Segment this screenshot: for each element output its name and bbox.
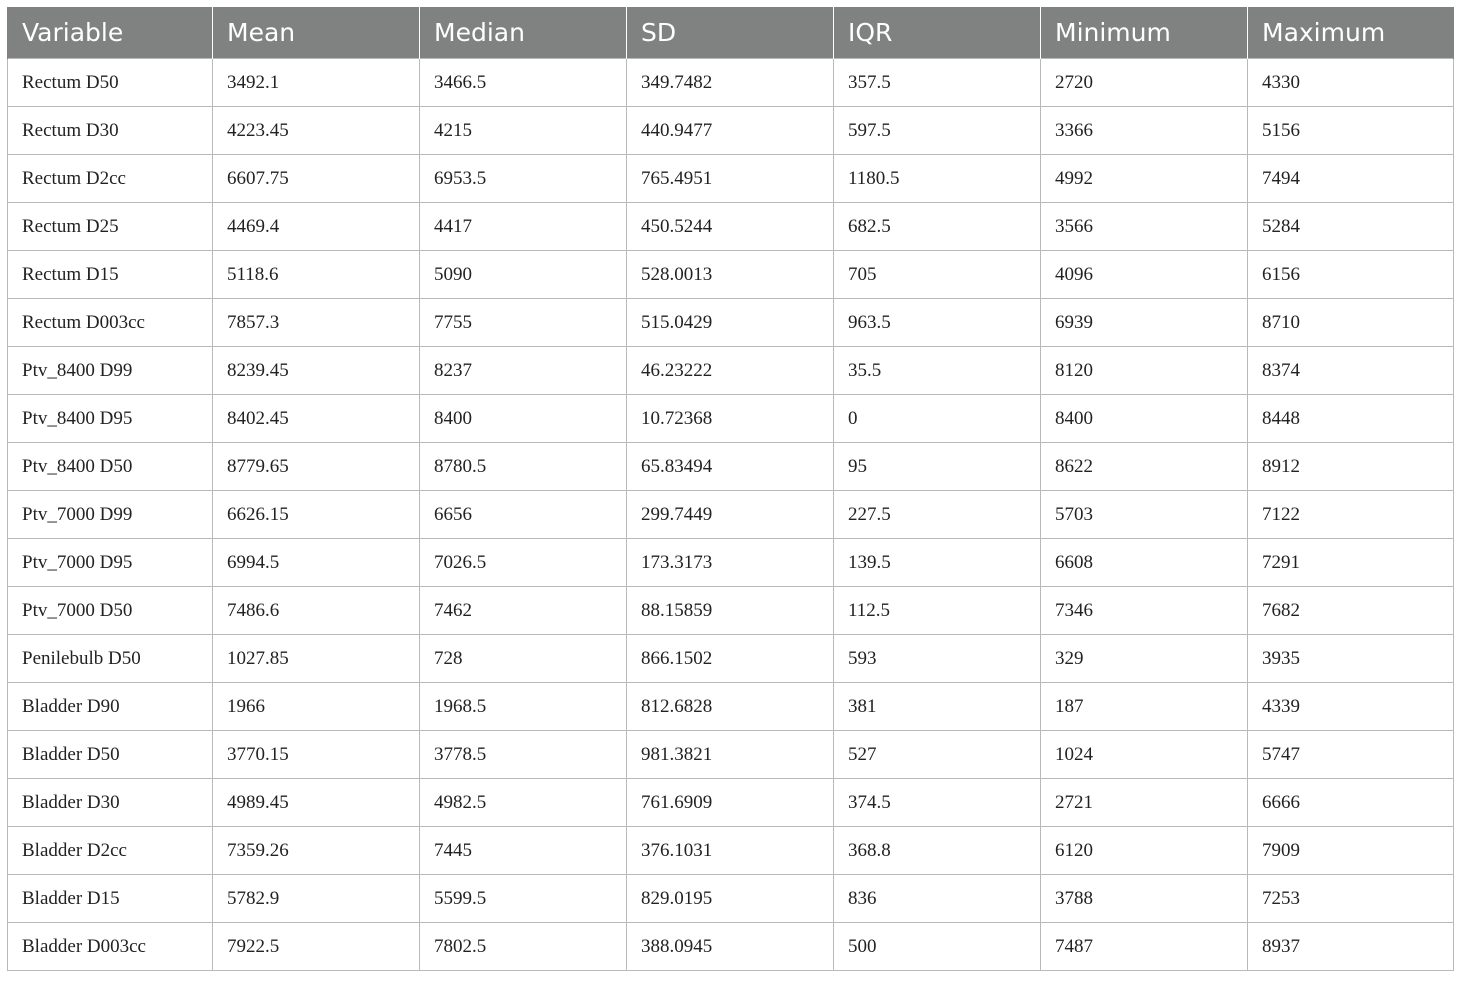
cell-minimum: 3366 <box>1041 107 1248 155</box>
cell-variable: Bladder D15 <box>8 875 213 923</box>
cell-maximum: 6156 <box>1248 251 1454 299</box>
cell-sd: 299.7449 <box>627 491 834 539</box>
table-row <box>8 923 1454 971</box>
cell-maximum: 7682 <box>1248 587 1454 635</box>
table-row <box>8 731 1454 779</box>
cell-variable: Bladder D90 <box>8 683 213 731</box>
cell-minimum: 8400 <box>1041 395 1248 443</box>
cell-mean: 1966 <box>213 683 420 731</box>
table-row <box>8 395 1454 443</box>
cell-variable: Rectum D50 <box>8 59 213 107</box>
cell-mean: 6607.75 <box>213 155 420 203</box>
cell-minimum: 4992 <box>1041 155 1248 203</box>
cell-iqr: 1180.5 <box>834 155 1041 203</box>
cell-iqr: 35.5 <box>834 347 1041 395</box>
cell-mean: 3492.1 <box>213 59 420 107</box>
cell-maximum: 7122 <box>1248 491 1454 539</box>
cell-iqr: 593 <box>834 635 1041 683</box>
cell-sd: 765.4951 <box>627 155 834 203</box>
cell-maximum: 8937 <box>1248 923 1454 971</box>
cell-minimum: 2720 <box>1041 59 1248 107</box>
cell-iqr: 527 <box>834 731 1041 779</box>
cell-minimum: 7346 <box>1041 587 1248 635</box>
cell-median: 7026.5 <box>420 539 627 587</box>
cell-sd: 866.1502 <box>627 635 834 683</box>
cell-maximum: 8448 <box>1248 395 1454 443</box>
cell-variable: Ptv_7000 D95 <box>8 539 213 587</box>
table-row <box>8 827 1454 875</box>
cell-maximum: 8374 <box>1248 347 1454 395</box>
cell-variable: Rectum D003cc <box>8 299 213 347</box>
statistics-table-container <box>7 7 1453 971</box>
cell-mean: 8402.45 <box>213 395 420 443</box>
cell-variable: Rectum D15 <box>8 251 213 299</box>
cell-iqr: 682.5 <box>834 203 1041 251</box>
cell-maximum: 5284 <box>1248 203 1454 251</box>
column-header-sd: SD <box>627 7 834 59</box>
cell-iqr: 374.5 <box>834 779 1041 827</box>
cell-mean: 6626.15 <box>213 491 420 539</box>
cell-sd: 65.83494 <box>627 443 834 491</box>
cell-sd: 388.0945 <box>627 923 834 971</box>
column-header-iqr: IQR <box>834 7 1041 59</box>
table-row <box>8 587 1454 635</box>
cell-iqr: 836 <box>834 875 1041 923</box>
cell-minimum: 2721 <box>1041 779 1248 827</box>
cell-median: 7445 <box>420 827 627 875</box>
cell-iqr: 368.8 <box>834 827 1041 875</box>
cell-maximum: 7494 <box>1248 155 1454 203</box>
table-row <box>8 107 1454 155</box>
cell-sd: 173.3173 <box>627 539 834 587</box>
cell-mean: 5782.9 <box>213 875 420 923</box>
cell-iqr: 597.5 <box>834 107 1041 155</box>
table-row <box>8 443 1454 491</box>
cell-variable: Rectum D25 <box>8 203 213 251</box>
table-row <box>8 251 1454 299</box>
column-header-maximum: Maximum <box>1248 7 1454 59</box>
cell-maximum: 6666 <box>1248 779 1454 827</box>
cell-variable: Bladder D003cc <box>8 923 213 971</box>
cell-sd: 46.23222 <box>627 347 834 395</box>
cell-mean: 7359.26 <box>213 827 420 875</box>
cell-iqr: 139.5 <box>834 539 1041 587</box>
cell-maximum: 8912 <box>1248 443 1454 491</box>
cell-mean: 4469.4 <box>213 203 420 251</box>
cell-iqr: 227.5 <box>834 491 1041 539</box>
cell-median: 6656 <box>420 491 627 539</box>
cell-minimum: 6608 <box>1041 539 1248 587</box>
column-header-minimum: Minimum <box>1041 7 1248 59</box>
cell-maximum: 5156 <box>1248 107 1454 155</box>
cell-iqr: 500 <box>834 923 1041 971</box>
cell-maximum: 7291 <box>1248 539 1454 587</box>
cell-maximum: 8710 <box>1248 299 1454 347</box>
table-header <box>8 7 1454 59</box>
cell-iqr: 381 <box>834 683 1041 731</box>
table-row <box>8 875 1454 923</box>
header-row <box>8 7 1454 59</box>
cell-iqr: 112.5 <box>834 587 1041 635</box>
cell-maximum: 7909 <box>1248 827 1454 875</box>
cell-median: 4215 <box>420 107 627 155</box>
cell-iqr: 963.5 <box>834 299 1041 347</box>
column-header-mean: Mean <box>213 7 420 59</box>
cell-minimum: 4096 <box>1041 251 1248 299</box>
cell-median: 728 <box>420 635 627 683</box>
cell-iqr: 705 <box>834 251 1041 299</box>
cell-mean: 3770.15 <box>213 731 420 779</box>
cell-mean: 6994.5 <box>213 539 420 587</box>
cell-median: 3466.5 <box>420 59 627 107</box>
cell-mean: 7922.5 <box>213 923 420 971</box>
cell-mean: 5118.6 <box>213 251 420 299</box>
table-row <box>8 347 1454 395</box>
cell-variable: Rectum D2cc <box>8 155 213 203</box>
cell-minimum: 5703 <box>1041 491 1248 539</box>
cell-sd: 812.6828 <box>627 683 834 731</box>
cell-minimum: 8120 <box>1041 347 1248 395</box>
cell-iqr: 0 <box>834 395 1041 443</box>
cell-variable: Ptv_8400 D99 <box>8 347 213 395</box>
cell-minimum: 329 <box>1041 635 1248 683</box>
table-row <box>8 491 1454 539</box>
cell-minimum: 187 <box>1041 683 1248 731</box>
cell-median: 4982.5 <box>420 779 627 827</box>
cell-sd: 88.15859 <box>627 587 834 635</box>
cell-median: 7462 <box>420 587 627 635</box>
cell-variable: Ptv_8400 D50 <box>8 443 213 491</box>
cell-maximum: 7253 <box>1248 875 1454 923</box>
cell-sd: 376.1031 <box>627 827 834 875</box>
cell-sd: 440.9477 <box>627 107 834 155</box>
cell-iqr: 357.5 <box>834 59 1041 107</box>
cell-sd: 528.0013 <box>627 251 834 299</box>
cell-sd: 981.3821 <box>627 731 834 779</box>
cell-variable: Ptv_7000 D50 <box>8 587 213 635</box>
table-body <box>8 59 1454 971</box>
cell-iqr: 95 <box>834 443 1041 491</box>
cell-median: 8780.5 <box>420 443 627 491</box>
cell-maximum: 3935 <box>1248 635 1454 683</box>
cell-variable: Rectum D30 <box>8 107 213 155</box>
cell-sd: 10.72368 <box>627 395 834 443</box>
cell-median: 1968.5 <box>420 683 627 731</box>
cell-median: 6953.5 <box>420 155 627 203</box>
table-row <box>8 299 1454 347</box>
cell-sd: 349.7482 <box>627 59 834 107</box>
cell-variable: Bladder D50 <box>8 731 213 779</box>
cell-variable: Penilebulb D50 <box>8 635 213 683</box>
cell-mean: 1027.85 <box>213 635 420 683</box>
cell-minimum: 3566 <box>1041 203 1248 251</box>
cell-variable: Ptv_7000 D99 <box>8 491 213 539</box>
cell-median: 7755 <box>420 299 627 347</box>
cell-sd: 761.6909 <box>627 779 834 827</box>
cell-sd: 515.0429 <box>627 299 834 347</box>
cell-variable: Ptv_8400 D95 <box>8 395 213 443</box>
table-row <box>8 779 1454 827</box>
column-header-median: Median <box>420 7 627 59</box>
cell-minimum: 8622 <box>1041 443 1248 491</box>
table-row <box>8 155 1454 203</box>
table-row <box>8 539 1454 587</box>
table-row <box>8 635 1454 683</box>
cell-mean: 8239.45 <box>213 347 420 395</box>
cell-median: 8400 <box>420 395 627 443</box>
cell-mean: 4989.45 <box>213 779 420 827</box>
cell-mean: 8779.65 <box>213 443 420 491</box>
table-row <box>8 203 1454 251</box>
cell-variable: Bladder D30 <box>8 779 213 827</box>
cell-sd: 829.0195 <box>627 875 834 923</box>
cell-mean: 7486.6 <box>213 587 420 635</box>
cell-median: 4417 <box>420 203 627 251</box>
cell-minimum: 6939 <box>1041 299 1248 347</box>
cell-maximum: 5747 <box>1248 731 1454 779</box>
cell-median: 5599.5 <box>420 875 627 923</box>
cell-median: 8237 <box>420 347 627 395</box>
cell-mean: 7857.3 <box>213 299 420 347</box>
cell-median: 7802.5 <box>420 923 627 971</box>
cell-sd: 450.5244 <box>627 203 834 251</box>
cell-maximum: 4339 <box>1248 683 1454 731</box>
table-row <box>8 683 1454 731</box>
cell-minimum: 3788 <box>1041 875 1248 923</box>
column-header-variable: Variable <box>8 7 213 59</box>
cell-minimum: 7487 <box>1041 923 1248 971</box>
table-row <box>8 59 1454 107</box>
cell-maximum: 4330 <box>1248 59 1454 107</box>
cell-minimum: 1024 <box>1041 731 1248 779</box>
cell-minimum: 6120 <box>1041 827 1248 875</box>
cell-median: 5090 <box>420 251 627 299</box>
cell-variable: Bladder D2cc <box>8 827 213 875</box>
dose-statistics-table <box>7 7 1454 971</box>
cell-mean: 4223.45 <box>213 107 420 155</box>
cell-median: 3778.5 <box>420 731 627 779</box>
